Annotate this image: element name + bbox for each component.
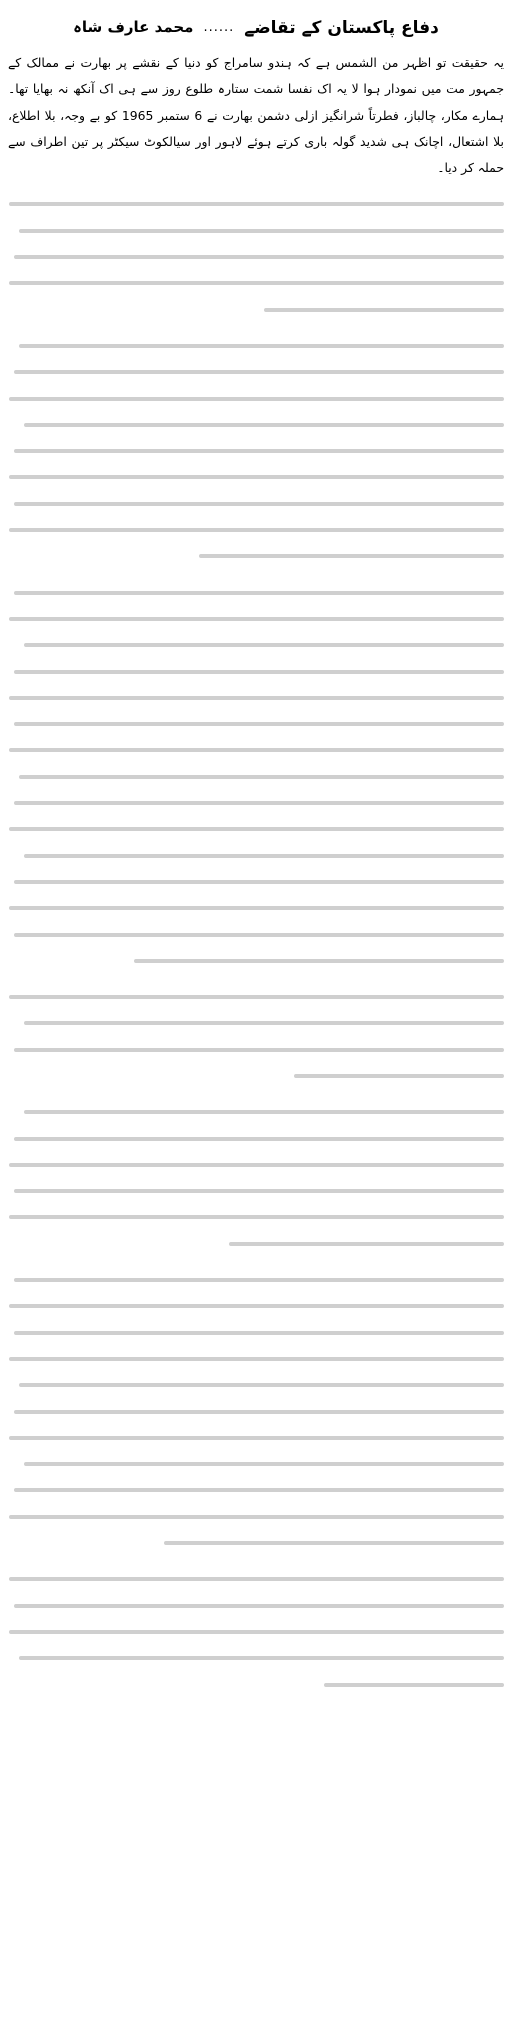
text-line [6, 737, 506, 763]
text-line [6, 843, 506, 869]
text-line [6, 984, 506, 1010]
text-line [6, 632, 506, 658]
paragraph-text: یہ حقیقت تو اظہر من الشمس ہے کہ ہندو سامراج کو دنیا کے نقشے پر بھارت نے ممالک کے جمہور مت میں نمودار ہوا لا یہ اک نفسا شمت ستارہ طلوع روز سے ہی اک آنکھ نہ بھایا تھا۔ ہمارے مکار، چالباز، فطرتاً شرانگیز ازلی دشمن بھارت نے 6 ستمبر 1965 کو بے وجہ، بلا اطلاع، بلا اشتعال، اچانک ہی شدید گولہ باری کرتے ہوئے لاہور اور سیالکوٹ سیکٹر پر تین اطراف سے حملہ کر دیا۔ [8, 55, 504, 176]
text-line [6, 790, 506, 816]
text-line [6, 1010, 506, 1036]
text-line [6, 1504, 506, 1530]
article-paragraph [6, 1099, 506, 1257]
text-line [6, 1204, 506, 1230]
text-line [6, 543, 506, 569]
text-line [6, 1152, 506, 1178]
text-line [6, 1425, 506, 1451]
text-line [6, 580, 506, 606]
text-line [6, 491, 506, 517]
text-line [6, 1293, 506, 1319]
text-line [6, 764, 506, 790]
text-line [6, 333, 506, 359]
text-line [6, 1645, 506, 1671]
text-line [6, 1451, 506, 1477]
text-line [6, 816, 506, 842]
text-line [6, 412, 506, 438]
text-line [6, 1672, 506, 1698]
text-line [6, 1530, 506, 1556]
text-line [6, 1099, 506, 1125]
text-line [6, 1063, 506, 1089]
text-line [6, 1399, 506, 1425]
text-line [6, 1346, 506, 1372]
text-line [6, 1178, 506, 1204]
article-paragraph [6, 580, 506, 974]
text-line [6, 895, 506, 921]
text-line [6, 1619, 506, 1645]
article-column [6, 0, 506, 2038]
text-line [6, 438, 506, 464]
article-paragraph [6, 50, 506, 181]
text-line [6, 1267, 506, 1293]
text-line [6, 244, 506, 270]
text-line [6, 1477, 506, 1503]
article-paragraph [6, 333, 506, 570]
text-line [6, 1593, 506, 1619]
text-line [6, 869, 506, 895]
text-line [6, 1372, 506, 1398]
text-line [6, 517, 506, 543]
text-line [6, 685, 506, 711]
text-line [6, 1231, 506, 1257]
text-line [6, 606, 506, 632]
text-line [6, 659, 506, 685]
text-line [6, 359, 506, 385]
text-line [6, 711, 506, 737]
article-paragraph [6, 1267, 506, 1556]
text-line [6, 464, 506, 490]
text-line [6, 1126, 506, 1152]
headline-separator: ...... [203, 19, 235, 35]
text-line [6, 270, 506, 296]
headline [6, 0, 506, 50]
article-body [6, 50, 506, 1698]
text-line [6, 1320, 506, 1346]
text-line [6, 218, 506, 244]
text-line [6, 191, 506, 217]
article-paragraph [6, 984, 506, 1089]
article-paragraph [6, 191, 506, 322]
author-byline: محمد عارف شاہ [73, 18, 194, 36]
headline-title: دفاع پاکستان کے تقاضے [244, 17, 439, 38]
text-line [6, 297, 506, 323]
text-line [6, 386, 506, 412]
text-line [6, 948, 506, 974]
article-paragraph [6, 1566, 506, 1697]
text-line [6, 1037, 506, 1063]
text-line [6, 1566, 506, 1592]
text-line [6, 922, 506, 948]
